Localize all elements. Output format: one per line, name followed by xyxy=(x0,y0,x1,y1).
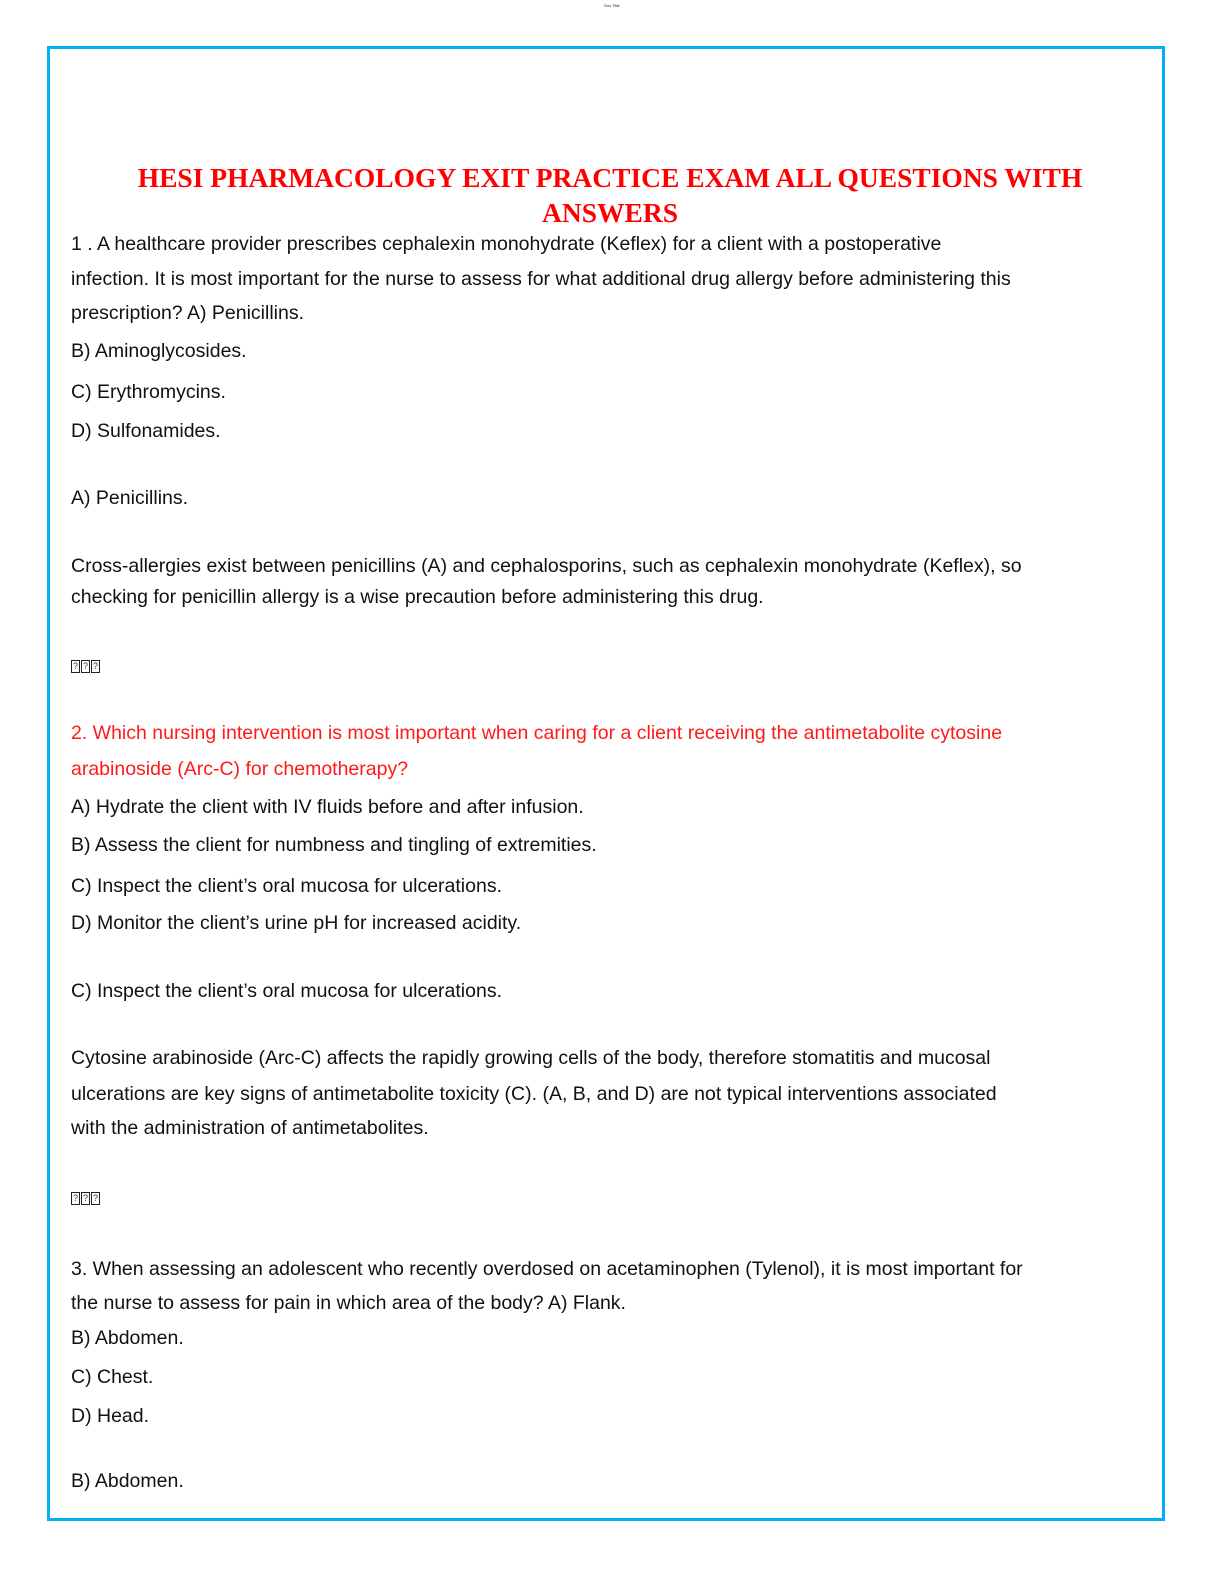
q1-rationale-line-2: checking for penicillin allergy is a wise precaution before administering this drug. xyxy=(71,586,764,608)
q1-stem-line-2: infection. It is most important for the nurse to assess for what additional drug allergy before administering this xyxy=(71,268,1011,290)
q3-option-c: C) Chest. xyxy=(71,1366,154,1388)
q1-option-d: D) Sulfonamides. xyxy=(71,420,221,442)
missing-glyph-icon: ? xyxy=(92,1193,98,1203)
missing-glyph-icons-2 xyxy=(71,1189,101,1205)
q3-answer: B) Abdomen. xyxy=(71,1470,184,1492)
missing-glyph-icon: ? xyxy=(82,1193,88,1203)
q2-rationale-line-3: with the administration of antimetabolites. xyxy=(71,1117,429,1139)
q2-rationale-line-1: Cytosine arabinoside (Arc-C) affects the rapidly growing cells of the body, therefore stomatitis and mucosal xyxy=(71,1047,991,1069)
q1-answer: A) Penicillins. xyxy=(71,487,189,509)
document-title xyxy=(60,160,1160,230)
q2-rationale-line-2: ulcerations are key signs of antimetabolite toxicity (C). (A, B, and D) are not typical interventions associated xyxy=(71,1083,997,1105)
q2-option-b: B) Assess the client for numbness and tingling of extremities. xyxy=(71,834,597,856)
q1-rationale-line-1: Cross-allergies exist between penicillins (A) and cephalosporins, such as cephalexin monohydrate (Keflex), so xyxy=(71,555,1022,577)
title-line-2: ANSWERS xyxy=(541,197,678,228)
missing-glyph-icon: ? xyxy=(92,661,98,671)
q3-stem-line-1: 3. When assessing an adolescent who recently overdosed on acetaminophen (Tylenol), it is most important for xyxy=(71,1258,1023,1280)
q1-stem-line-3: prescription? A) Penicillins. xyxy=(71,302,305,324)
q3-option-d: D) Head. xyxy=(71,1405,150,1427)
q1-option-b: B) Aminoglycosides. xyxy=(71,340,247,362)
q1-option-c: C) Erythromycins. xyxy=(71,381,226,403)
q2-option-d: D) Monitor the client’s urine pH for increased acidity. xyxy=(71,912,522,934)
missing-glyph-icon: ? xyxy=(72,1193,78,1203)
q2-stem-line-1: 2. Which nursing intervention is most important when caring for a client receiving the antimetabolite cytosine xyxy=(71,722,1003,744)
q3-option-b: B) Abdomen. xyxy=(71,1327,184,1349)
q2-option-c: C) Inspect the client’s oral mucosa for ulcerations. xyxy=(71,875,502,897)
missing-glyph-icons-1 xyxy=(71,657,101,673)
q2-answer: C) Inspect the client’s oral mucosa for ulcerations. xyxy=(71,980,502,1002)
q2-stem-line-2: arabinoside (Arc-C) for chemotherapy? xyxy=(71,758,409,780)
q3-stem-line-2: the nurse to assess for pain in which area of the body? A) Flank. xyxy=(71,1292,626,1314)
q1-stem-line-1: 1 . A healthcare provider prescribes cephalexin monohydrate (Keflex) for a client with a postoperative xyxy=(71,233,942,255)
missing-glyph-icon: ? xyxy=(82,661,88,671)
page-header-mark: Doc Title xyxy=(604,3,620,8)
title-line-1: HESI PHARMACOLOGY EXIT PRACTICE EXAM ALL QUESTIONS WITH xyxy=(137,162,1083,193)
missing-glyph-icon: ? xyxy=(72,661,78,671)
q2-option-a: A) Hydrate the client with IV fluids before and after infusion. xyxy=(71,796,584,818)
